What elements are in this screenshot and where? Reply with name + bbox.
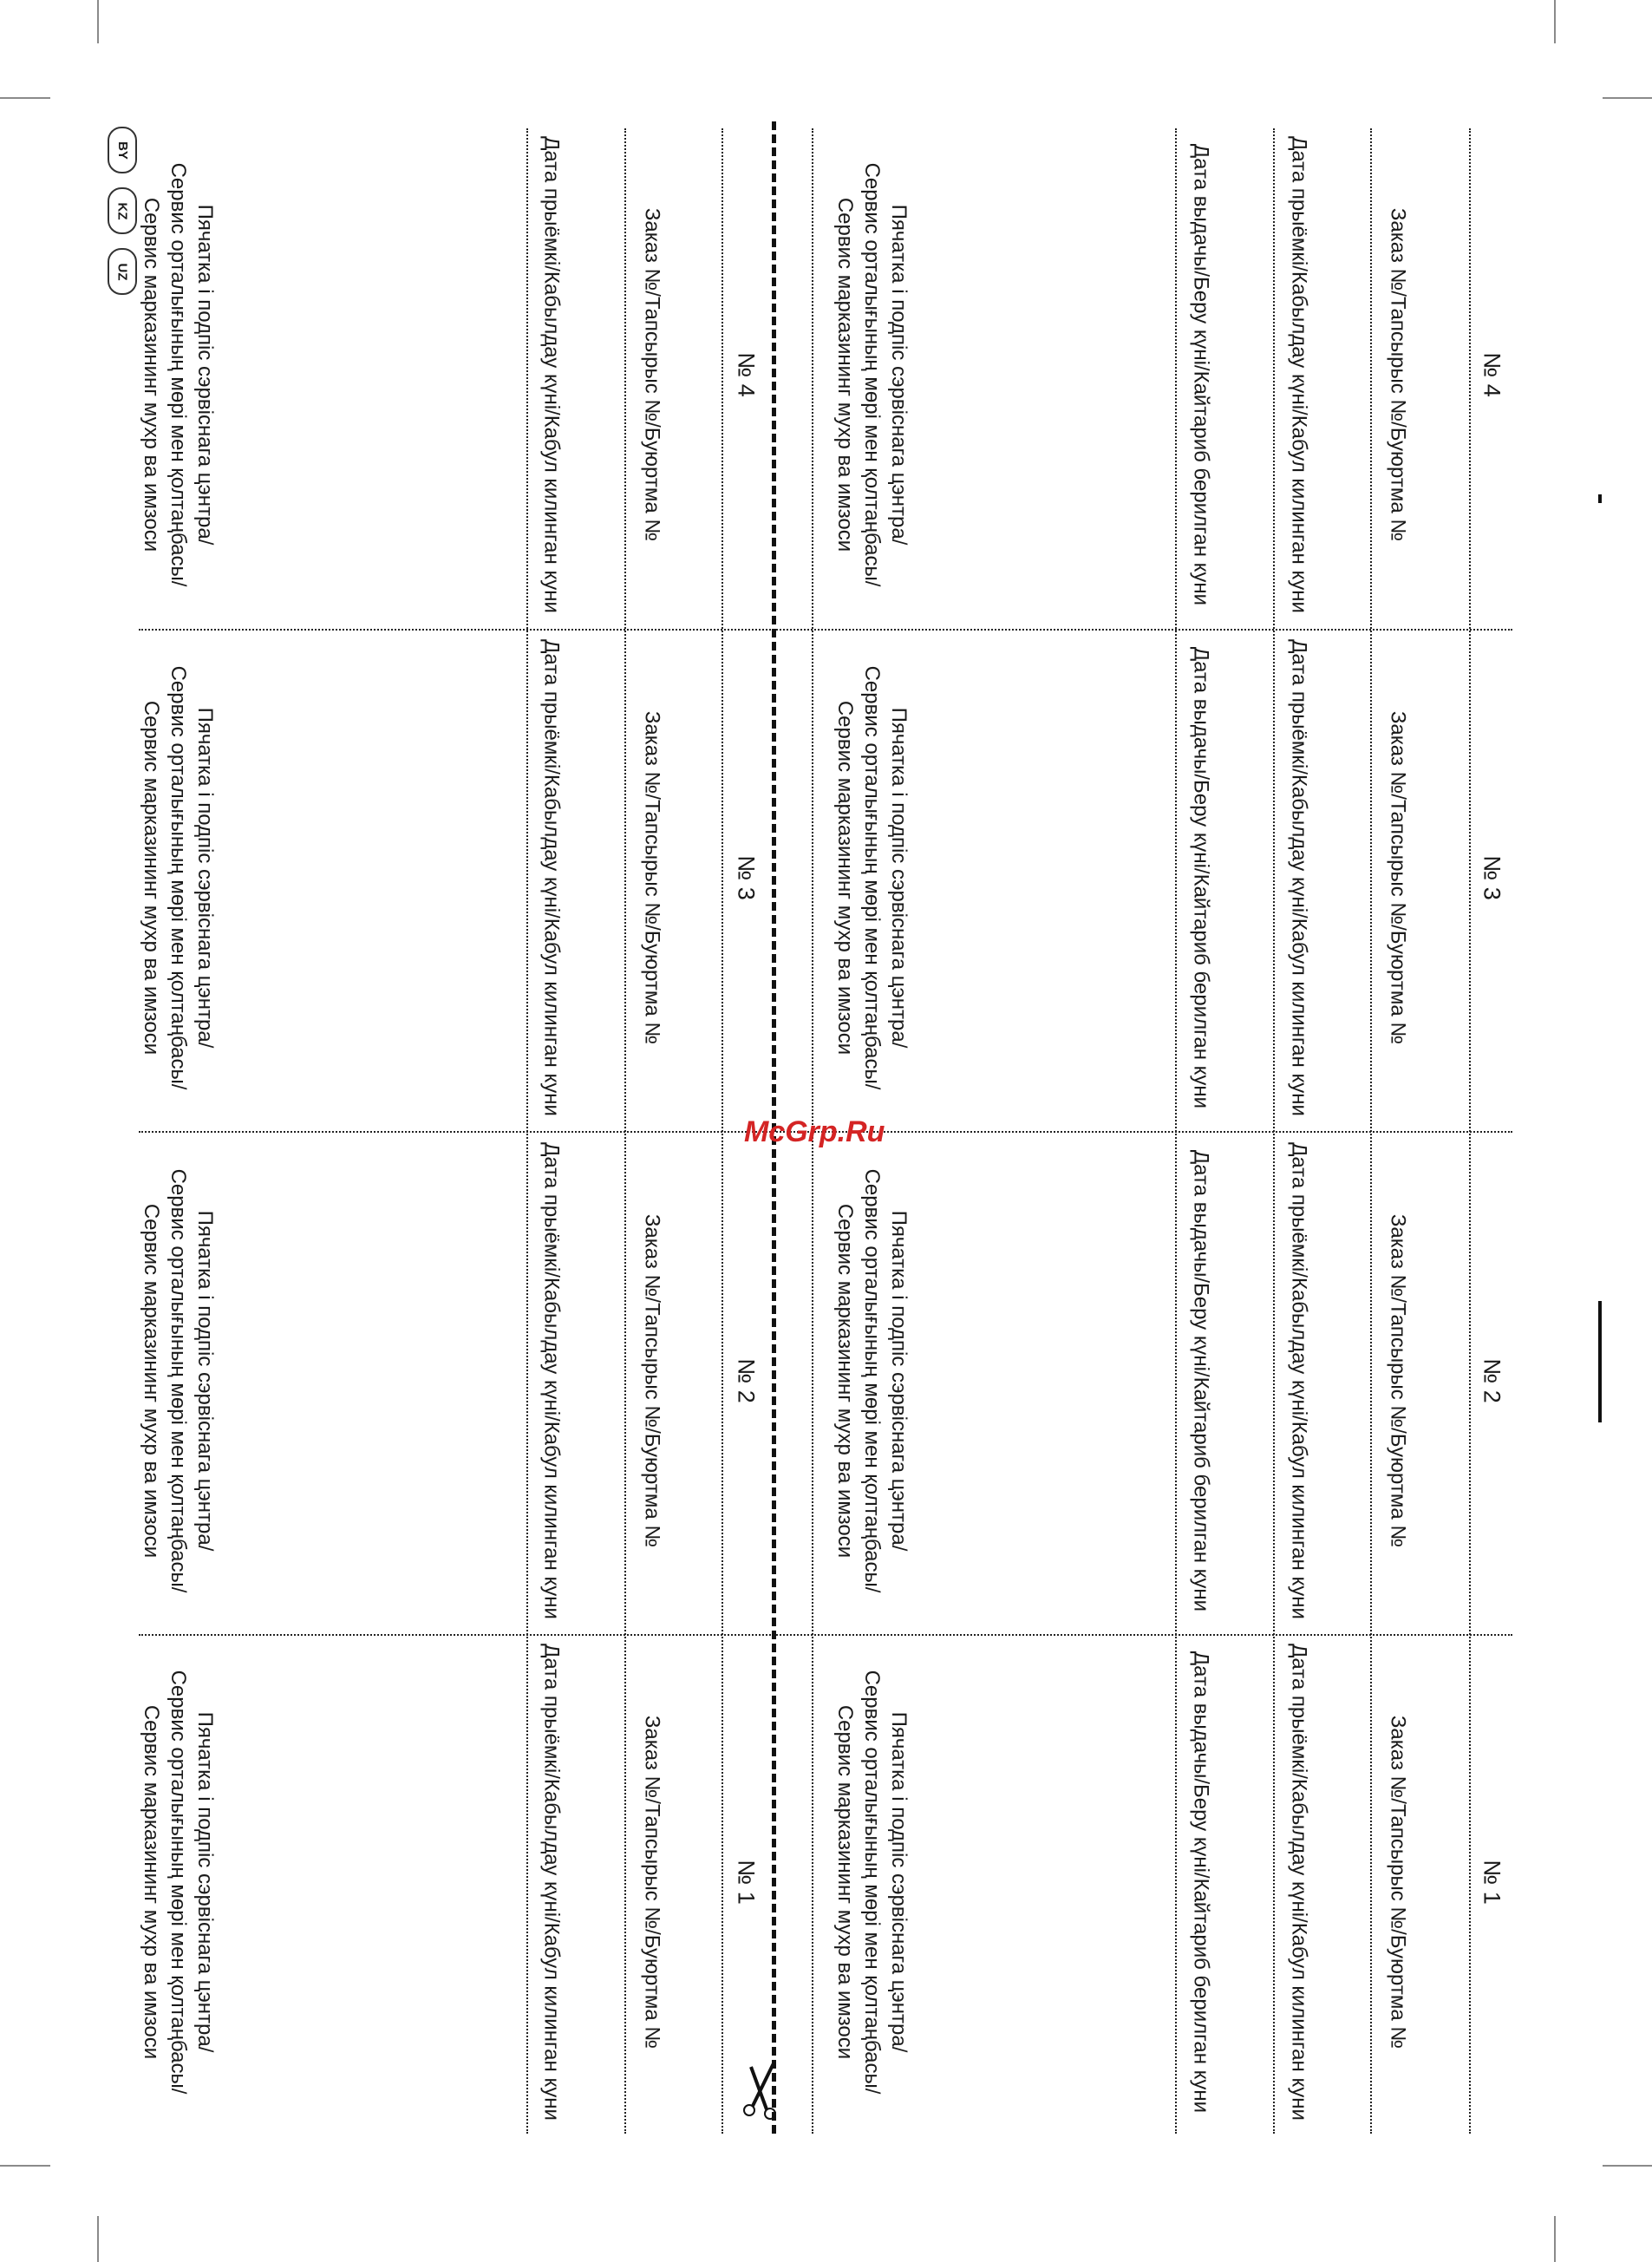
stamp-line: Сервис марказининг мухр ва имзоси xyxy=(833,1704,857,2060)
stamp-line: Сервис марказининг мухр ва имзоси xyxy=(833,700,857,1056)
stub-receipt-date-field: Дата прыёмкі/Кабылдау күні/Кабул килинган куни xyxy=(539,639,564,1116)
service-stamp-block xyxy=(831,1169,912,1593)
stamp-line: Сервис орталығының мөрі мен қолтаңбасы/ xyxy=(166,1168,190,1593)
stamp-line: Сервис марказининг мухр ва имзоси xyxy=(139,700,163,1056)
stub-order-number-field: Заказ №/Тапсырыс №/Буюртма № xyxy=(640,207,664,542)
coupon-number: № 3 xyxy=(1479,855,1505,900)
stub-number: № 2 xyxy=(733,1358,760,1403)
language-badge-kz: KZ xyxy=(108,187,137,234)
crop-mark xyxy=(0,2165,50,2167)
row-border xyxy=(139,1634,1512,1636)
stamp-line: Пячатка і подпіс сэрвіснага цэнтра/ xyxy=(886,707,911,1049)
crop-mark xyxy=(97,0,99,43)
stub-order-number-field: Заказ №/Тапсырыс №/Буюртма № xyxy=(640,1213,664,1548)
order-number-field: Заказ №/Тапсырыс №/Буюртма № xyxy=(1386,207,1410,542)
stamp-line: Пячатка і подпіс сэрвіснага цэнтра/ xyxy=(193,204,217,546)
field-border xyxy=(624,128,626,2134)
field-border xyxy=(1469,128,1471,2134)
stub-number: № 1 xyxy=(733,1860,760,1905)
row-border xyxy=(139,629,1512,631)
receipt-date-field: Дата прыёмкі/Кабылдау күні/Кабул килинган куни xyxy=(1287,639,1311,1116)
stamp-line: Сервис марказининг мухр ва имзоси xyxy=(833,197,857,552)
issue-date-field: Дата выдачы/Беру күні/Кайтариб берилган куни xyxy=(1189,1651,1213,2114)
stamp-line: Сервис орталығының мөрі мен қолтаңбасы/ xyxy=(166,1670,190,2095)
stub-stamp-block xyxy=(137,163,219,587)
stamp-line: Сервис орталығының мөрі мен қолтаңбасы/ xyxy=(859,1670,884,2095)
stamp-line: Сервис орталығының мөрі мен қолтаңбасы/ xyxy=(859,162,884,587)
language-badge-uz: UZ xyxy=(108,248,137,295)
service-stamp-block xyxy=(831,163,912,587)
stamp-line: Пячатка і подпіс сэрвіснага цэнтра/ xyxy=(886,1711,911,2053)
stamp-line: Пячатка і подпіс сэрвіснага цэнтра/ xyxy=(193,707,217,1049)
stamp-line: Пячатка і подпіс сэрвіснага цэнтра/ xyxy=(886,204,911,546)
stub-number: № 3 xyxy=(733,855,760,900)
stamp-line: Сервис орталығының мөрі мен қолтаңбасы/ xyxy=(166,162,190,587)
stamp-line: Сервис орталығының мөрі мен қолтаңбасы/ xyxy=(859,665,884,1090)
stamp-line: Сервис марказининг мухр ва имзоси xyxy=(139,197,163,552)
order-number-field: Заказ №/Тапсырыс №/Буюртма № xyxy=(1386,1213,1410,1548)
coupon-number: № 4 xyxy=(1479,352,1505,397)
language-badge-by: BY xyxy=(108,127,137,173)
stub-receipt-date-field: Дата прыёмкі/Кабылдау күні/Кабул килинган куни xyxy=(539,136,564,613)
scissors-icon xyxy=(739,2060,782,2121)
stamp-line: Сервис орталығының мөрі мен қолтаңбасы/ xyxy=(166,665,190,1090)
stamp-line: Сервис марказининг мухр ва имзоси xyxy=(139,1203,163,1559)
stamp-line: Сервис марказининг мухр ва имзоси xyxy=(833,1203,857,1559)
field-border xyxy=(722,128,723,2134)
field-border xyxy=(1273,128,1275,2134)
field-border xyxy=(1175,128,1177,2134)
field-border xyxy=(526,128,528,2134)
service-stamp-block xyxy=(831,666,912,1090)
stamp-line: Сервис орталығының мөрі мен қолтаңбасы/ xyxy=(859,1168,884,1593)
issue-date-field: Дата выдачы/Беру күні/Кайтариб берилган куни xyxy=(1189,1149,1213,1612)
order-number-field: Заказ №/Тапсырыс №/Буюртма № xyxy=(1386,1715,1410,2050)
stamp-line: Пячатка і подпіс сэрвіснага цэнтра/ xyxy=(193,1210,217,1552)
page-edge-mark xyxy=(1598,1301,1602,1422)
stamp-line: Пячатка і подпіс сэрвіснага цэнтра/ xyxy=(886,1210,911,1552)
stub-stamp-block xyxy=(137,1670,219,2095)
coupon-number: № 1 xyxy=(1479,1860,1505,1905)
stamp-line: Сервис марказининг мухр ва имзоси xyxy=(139,1704,163,2060)
issue-date-field: Дата выдачы/Беру күні/Кайтариб берилган куни xyxy=(1189,143,1213,606)
stub-number: № 4 xyxy=(733,352,760,397)
page-edge-mark xyxy=(1598,494,1602,503)
stamp-line: Пячатка і подпіс сэрвіснага цэнтра/ xyxy=(193,1711,217,2053)
receipt-date-field: Дата прыёмкі/Кабылдау күні/Кабул килинган куни xyxy=(1287,1644,1311,2121)
stub-stamp-block xyxy=(137,1169,219,1593)
stub-order-number-field: Заказ №/Тапсырыс №/Буюртма № xyxy=(640,1715,664,2050)
stub-receipt-date-field: Дата прыёмкі/Кабылдау күні/Кабул килинган куни xyxy=(539,1644,564,2121)
crop-mark xyxy=(1554,0,1556,43)
receipt-date-field: Дата прыёмкі/Кабылдау күні/Кабул килинган куни xyxy=(1287,136,1311,613)
stub-order-number-field: Заказ №/Тапсырыс №/Буюртма № xyxy=(640,710,664,1045)
field-border xyxy=(1370,128,1372,2134)
order-number-field: Заказ №/Тапсырыс №/Буюртма № xyxy=(1386,710,1410,1045)
watermark: McGrp.Ru xyxy=(744,1115,885,1148)
crop-mark xyxy=(1603,97,1652,99)
crop-mark xyxy=(1603,2165,1652,2167)
stub-stamp-block xyxy=(137,666,219,1090)
crop-mark xyxy=(97,2216,99,2262)
crop-mark xyxy=(0,97,50,99)
crop-mark xyxy=(1554,2216,1556,2262)
issue-date-field: Дата выдачы/Беру күні/Кайтариб берилган куни xyxy=(1189,646,1213,1109)
stub-receipt-date-field: Дата прыёмкі/Кабылдау күні/Кабул килинган куни xyxy=(539,1142,564,1619)
coupon-number: № 2 xyxy=(1479,1358,1505,1403)
service-stamp-block xyxy=(831,1670,912,2095)
receipt-date-field: Дата прыёмкі/Кабылдау күні/Кабул килинган куни xyxy=(1287,1142,1311,1619)
